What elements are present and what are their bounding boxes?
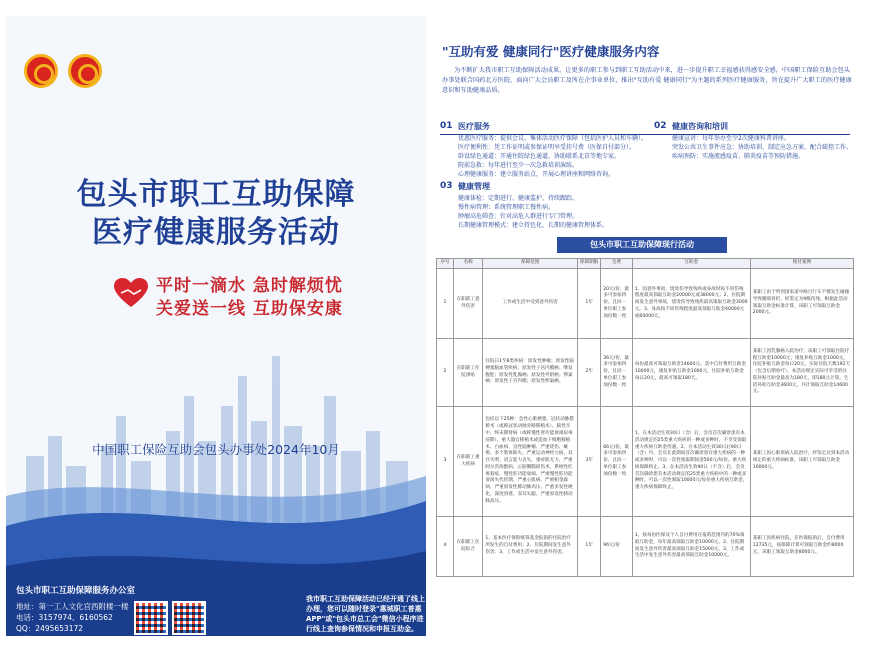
slogan-line2: 关爱送一线 互助保安康	[156, 299, 343, 319]
union-logo-icon	[24, 54, 58, 88]
page-intro: 为不断扩大我市职工互助保障活动成果，让更多的职工参与到职工互助活动中来，进一步提升职工幸福感获得感安全感，中国职工保险互助会包头办事处联合国药北方医院，面向广大会员职工及所在企事业单位，推出"互助有爱 健康同行"为主题的系列医疗健康服务，旨在提升广大职工的医疗健康意识和互助健康品质。	[442, 67, 852, 94]
section-number: 03	[440, 181, 453, 191]
section-lines	[672, 134, 872, 161]
table-cell: 1、基本医疗保险统筹基金报销的住院治疗所发生的自付费用；2、住院期间发生意外伤害；3、工作或生活中发生意外伤害。	[483, 517, 578, 577]
page-title: "互助有爱 健康同行"医疗健康服务内容	[442, 44, 660, 59]
table-cell: 在职职工意外伤害	[453, 269, 482, 339]
table-header: 会费	[601, 259, 633, 269]
table-cell: 2年	[578, 339, 601, 407]
table-row	[437, 339, 854, 407]
table-cell: 1、在本活动生效30日（含）后，会员首次确诊患有本活动规定的25类重大疾病的一种或多种时，不享受领取重大疾病互助金待遇。2、在本活动生效30日后90日（含）内，会员在此期间首次确诊患有重大疾病的一种或多种时，可以一次性领取期间金500元/每份。重大疾病保障终止。3、在本活动生效90日（不含）后，会员首次确诊患有本活动规定的25类重大疾病中的一种或多种时，可以一次性领取10000元/每份重大疾病互助金，重大疾病保障终止。	[632, 407, 750, 517]
table-cell: 住院日1至8类疾病：原发性肿瘤；原发性脑梗塞脑血管疾病；原发性子宫内膜癌；继发腹腔；原发性乳腺癌；原发性外阴癌；卵巢癌；原发性子宫内膜；原发性卵巢癌。	[483, 339, 578, 407]
table-cell: 工作或生活中受到意外伤害	[483, 269, 578, 339]
office-phone: 电话：3157974、6160562	[16, 613, 113, 622]
section-line: 医疗便利性：凭工作证明或参保证明享受挂号费（医保自付部分）。	[458, 144, 636, 151]
office-address: 地址：第一工人文化宫西附楼一楼	[16, 602, 129, 611]
section-line: 长期健康管理模式：建立持色化、长期的健康管理体系。	[458, 222, 609, 229]
table-cell: 包括以下25种：急性心肌梗塞、冠状动脉搭桥术（或称冠状动脉旁路移植术）、脑性卒中、终末期肾病（或称慢性肾功能衰竭尿毒症期）、重大器官移植术或造血干细胞移植术、白血病、良性脑肿瘤、严重烧伤、瘫痪、多个肢体缺失、严重运动神经元病、双目失明、语言能力丧失、重症肌无力、严重阿尔茨海默病、心脏瓣膜损伤术、系统性红斑狼疮、慢性肝功能衰竭、严重慢性肝功能衰竭失代偿期、严重心肌病、严重帕金森病、严重原发性肺动脉高压、严重多发性硬化、深度昏迷、双耳失聪、严重原发性肺动脉高压。	[483, 407, 578, 517]
table-cell: 1年	[578, 269, 601, 339]
table-cell: 96元/份	[601, 517, 633, 577]
cover-issuer: 中国职工保险互助会包头办事处2024年10月	[92, 442, 340, 457]
contact-info	[16, 586, 135, 645]
activity-banner: 包头市职工互助保障现行活动	[557, 237, 727, 253]
content-page	[432, 22, 858, 633]
heart-hands-icon	[114, 278, 148, 308]
slogan-line1: 平时一滴水 急时解烦忧	[156, 276, 343, 296]
table-header: 赔付案例	[750, 259, 853, 269]
table-cell: 1年	[578, 517, 601, 577]
table-cell: 在职职工住院津贴	[453, 339, 482, 407]
table-cell: 1、因意外事故，烧烫伤导致残疾或身故时按不同伤残程度最高领取互助金20000元或38000元；2、住院期间发生意外事故，烧烫伤导致残疾最高领取互助金3000元。3、身故按不同伤残程度最高领取互助金40000元或60000元。	[632, 269, 750, 339]
table-cell: 66元/份，最多可参加四份，且同一单位职工参加份数一致	[601, 407, 633, 517]
section-line: 肿瘤高危筛查：针对高危人群进行专门管理。	[458, 213, 579, 220]
table-cell: 某职工由于所到国家道中路目行车不慎发生碰撞导致腰部骨折，经鉴定为9级伤残，根据此活动领取互助金标准计算，该职工可领取互助金2000元。	[750, 269, 853, 339]
section-line: 健康宣讲：每年举办至少2次健康科普讲座。	[672, 135, 790, 142]
table-cell: 1	[437, 269, 454, 339]
table-cell: 3	[437, 407, 454, 517]
cover-title-line2: 医疗健康服务活动	[92, 215, 340, 250]
insurance-logo-icon	[68, 54, 102, 88]
table-header: 保障期限	[578, 259, 601, 269]
section-lines	[458, 134, 658, 179]
section-line: 健康体检：定期进行、健康监护、持续跟踪。	[458, 195, 579, 202]
section-health-consulting	[654, 122, 854, 172]
qr-code-miniprogram-icon	[172, 601, 206, 635]
table-cell: 某职工因疾病住院，在医保报销后，自付费用12735元，按保障计算可领取互助金约8000元，该职工领取互助金8000元。	[750, 517, 853, 577]
online-service-notice: 我市职工互助保障活动已经开通了线上办理，您可以随时登录"惠城职工普惠APP"或"包头市总工会"微信小程序进行线上查询参保情况和申报互助金。	[306, 595, 425, 633]
cover-title-line1: 包头市职工互助保障	[76, 177, 356, 212]
section-line: 慢性病管理：系统管理职工慢性病。	[458, 204, 555, 211]
table-cell: 1、按每份医保及个人自付费用在报销范围内的70%领取互助金，每年最高领取互助金10000元。2、住院期间发生意外伤害最高领取互助金15000元。3、工作或生活中发生意外伤害最高领取互助金10000元。	[632, 517, 750, 577]
qr-code-app-icon	[134, 601, 168, 635]
section-number: 01	[440, 121, 453, 131]
section-line: 辟设绿色通道：开通住院绿色通道，协助联系北京等地专家。	[458, 153, 621, 160]
section-heading: 健康咨询和培训	[672, 122, 728, 131]
table-cell: 36元/份，最多可参加四份，且同一单位职工参加份数一致	[601, 339, 633, 407]
section-line: 优惠医疗服务：提供会议、集体活动医疗保障（包括医护人员和车辆）。	[458, 135, 648, 142]
section-heading: 医疗服务	[458, 122, 490, 131]
table-row	[437, 407, 854, 517]
office-email: 邮箱：baotou501@sina.com	[16, 635, 121, 644]
table-header-row	[437, 259, 854, 269]
logo-group	[24, 54, 102, 88]
table-header: 保障范围	[483, 259, 578, 269]
section-health-management	[440, 182, 650, 234]
table-header: 名称	[453, 259, 482, 269]
table-cell: 在职职工住院综合	[453, 517, 482, 577]
table-row	[437, 269, 854, 339]
office-qq: QQ：2495653172	[16, 624, 84, 633]
table-cell: 每份最高可领取互助金14600元。其中自付费用互助金10000元，康复补贴互助金1000元，住院补贴互助金每日20元，最高可领取180天。	[632, 339, 750, 407]
table-cell: 在职职工重大疾病	[453, 407, 482, 517]
section-number: 02	[654, 121, 667, 131]
table-cell: 某职工因乳腺癌入院治疗，该职工可领取住院疗程互助金10000元；康复补贴互助金1000元，住院补贴互助金每日20元，实际住院天数192天（包含后期放疗），本活动规定实际可享受的住院补贴互助金最高为180天，即180元计算。生活补助互助金3600元，共计领取互助金14600元。	[750, 339, 853, 407]
office-title: 包头市职工互助保障服务办公室	[16, 586, 136, 596]
section-line: 疾病预防：实施流感疫苗、肺炎疫苗等预防措施。	[672, 153, 805, 160]
section-line: 突发公共卫生事件应急：协助培训、制定应急方案、配合疏控工作。	[672, 144, 853, 151]
table-cell: 2	[437, 339, 454, 407]
section-line: 心理健康服务：建立服务站点，开展心理讲座和网络咨询。	[458, 171, 615, 178]
table-cell: 4	[437, 517, 454, 577]
table-cell: 3年	[578, 407, 601, 517]
section-lines	[458, 194, 658, 230]
table-header: 序号	[437, 259, 454, 269]
cover-page	[6, 16, 426, 644]
section-line: 院前急救：每年进行至少一次急救培训演练。	[458, 162, 579, 169]
table-row	[437, 517, 854, 577]
table-header: 互助金	[632, 259, 750, 269]
activity-table	[436, 258, 854, 577]
table-cell: 20元/份，最多可参加四份。且同一单位职工参加份数一致	[601, 269, 633, 339]
table-cell: 某职工因心脏疾病入院治疗，经鉴定达到本活动规定的重大疾病标准，该职工可领取互助金10000元。	[750, 407, 853, 517]
section-heading: 健康管理	[458, 182, 490, 191]
